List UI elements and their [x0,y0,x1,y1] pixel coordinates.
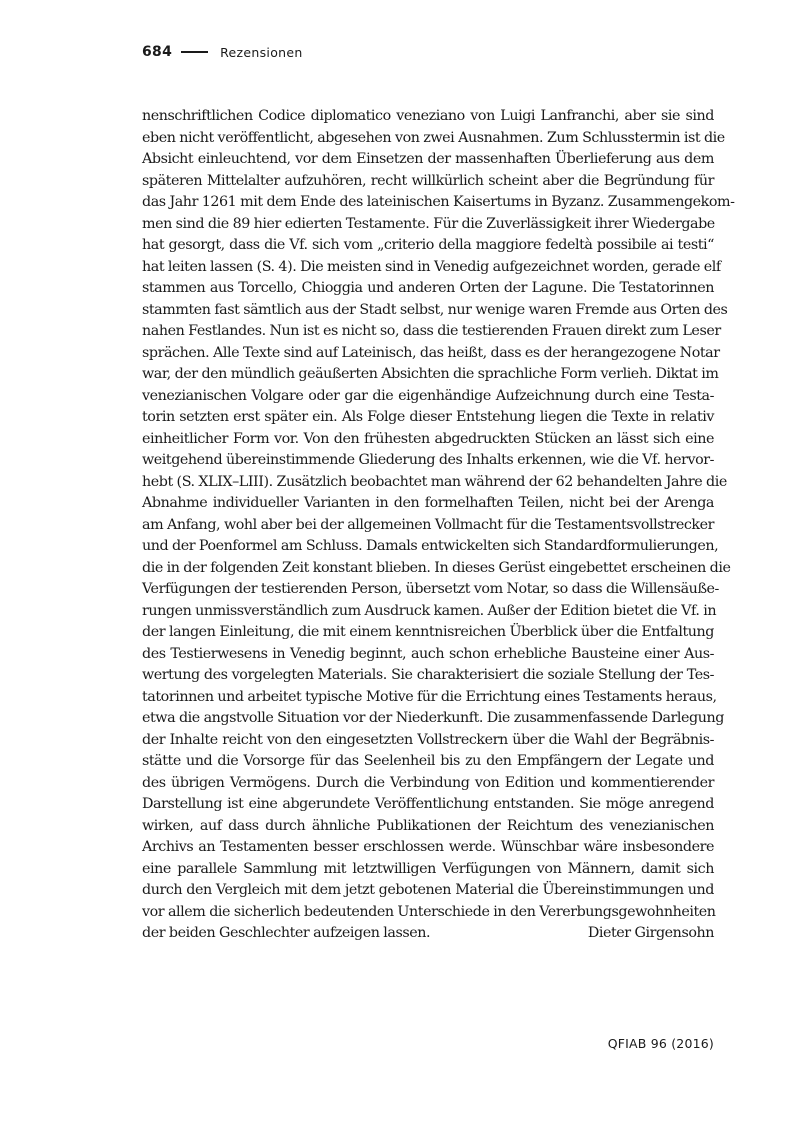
text-line: die in der folgenden Zeit konstant blieben. In dieses Gerüst eingebettet erscheinen die [142,559,731,576]
text-line: rungen unmissverständlich zum Ausdruck kamen. Außer der Edition bietet die Vf. in [142,602,717,619]
text-line: einheitlicher Form vor. Von den frühesten abgedruckten Stücken an lässt sich eine [142,430,714,447]
text-line: Verfügungen der testierenden Person, übersetzt vom Notar, so dass die Willensäuße- [142,581,719,597]
text-line: der langen Einleitung, die mit einem kenntnisreichen Überblick über die Entfaltung [142,624,714,640]
text-line: Archivs an Testamenten besser erschlossen werde. Wünschbar wäre insbesondere [142,839,714,855]
text-line: Darstellung ist eine abgerundete Veröffentlichung entstanden. Sie möge anregend [142,796,714,812]
text-line: des übrigen Vermögens. Durch die Verbindung von Edition und kommentierender [142,774,714,791]
text-line: sprächen. Alle Texte sind auf Lateinisch, das heißt, dass es der herangezogene Notar [142,344,720,361]
page-number: 684 [142,44,173,60]
text-line: eine parallele Sammlung mit letztwilligen Verfügungen von Männern, damit sich [142,860,714,877]
text-line: hat leiten lassen (S. 4). Die meisten sind in Venedig aufgezeichnet worden, gerade elf [142,258,721,275]
text-line: etwa die angstvolle Situation vor der Niederkunft. Die zusammenfassende Darlegung [142,710,724,726]
text-line: eben nicht veröffentlicht, abgesehen von zwei Ausnahmen. Zum Schlusstermin ist die [142,129,725,146]
final-line-text: der beiden Geschlechter aufzeigen lassen. [142,925,431,941]
text-line: war, der den mündlich geäußerten Absichten die sprachliche Form verlieh. Diktat im [142,366,719,382]
final-line [142,923,714,945]
text-line: wertung des vorgelegten Materials. Sie charakterisiert die soziale Stellung der Tes- [142,667,714,683]
text-line: stätte und die Vorsorge für das Seelenheil bis zu den Empfängern der Legate und [142,753,714,769]
text-line: stammten fast sämtlich aus der Stadt selbst, nur wenige waren Fremde aus Orten des [142,301,728,318]
header-rule [181,51,208,53]
text-line: weitgehend übereinstimmende Gliederung des Inhalts erkennen, wie die Vf. hervor- [142,452,715,468]
running-head [142,42,303,62]
text-line: hebt (S. XLIX–LIII). Zusätzlich beobachtet man während der 62 behandelten Jahre die [142,473,727,490]
text-line: stammen aus Torcello, Chioggia und anderen Orten der Lagune. Die Testatorinnen [142,280,714,296]
text-line: torin setzten erst später ein. Als Folge dieser Entstehung liegen die Texte in relativ [142,409,714,425]
text-line: hat gesorgt, dass die Vf. sich vom „criterio della maggiore fedeltà possibile ai testi“ [142,237,714,253]
review-author: Dieter Girgensohn [587,925,714,941]
text-line: und der Poenformel am Schluss. Damals entwickelten sich Standardformulierungen, [142,538,719,554]
text-line: Absicht einleuchtend, vor dem Einsetzen der massenhaften Überlieferung aus dem [142,151,714,167]
text-line: Abnahme individueller Varianten in den formelhaften Teilen, nicht bei der Arenga [142,495,714,511]
section-title: Rezensionen [220,44,303,60]
text-line: wirken, auf dass durch ähnliche Publikationen der Reichtum des venezianischen [142,817,714,834]
text-line: venezianischen Volgare oder gar die eigenhändige Aufzeichnung durch eine Testa- [142,387,714,404]
text-line: tatorinnen und arbeitet typische Motive für die Errichtung eines Testaments heraus, [142,688,717,705]
text-line: des Testierwesens in Venedig beginnt, auch schon erhebliche Bausteine einer Aus- [142,645,714,662]
journal-footer: QFIAB 96 (2016) [607,1036,714,1051]
review-body [142,106,735,945]
text-line: der Inhalte reicht von den eingesetzten Vollstreckern über die Wahl der Begräbnis- [142,731,714,748]
text-line: nahen Festlandes. Nun ist es nicht so, dass die testierenden Frauen direkt zum Leser [142,323,721,339]
text-line: durch den Vergleich mit dem jetzt gebotenen Material die Übereinstimmungen und [142,882,714,898]
text-line: nenschriftlichen Codice diplomatico veneziano von Luigi Lanfranchi, aber sie sind [142,108,714,124]
text-line: vor allem die sicherlich bedeutenden Unterschiede in den Vererbungsgewohnheiten [142,903,716,920]
text-line: am Anfang, wohl aber bei der allgemeinen Vollmacht für die Testamentsvollstrecker [142,516,714,533]
text-line: das Jahr 1261 mit dem Ende des lateinischen Kaisertums in Byzanz. Zusammengekom- [142,194,735,210]
text-line: späteren Mittelalter aufzuhören, recht willkürlich scheint aber die Begründung für [142,172,714,189]
text-line: men sind die 89 hier edierten Testamente. Für die Zuverlässigkeit ihrer Wiedergabe [142,215,715,232]
